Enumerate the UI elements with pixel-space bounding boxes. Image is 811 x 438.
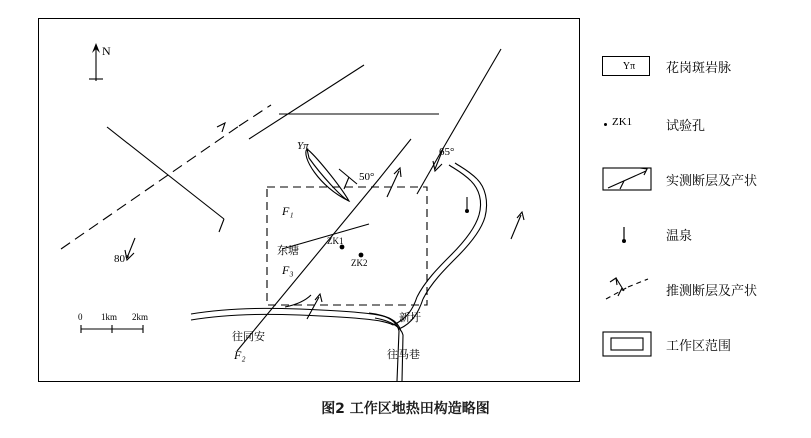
fault-nw-dashed <box>61 105 271 260</box>
place-label-wangtongan: 往同安 <box>232 330 265 343</box>
borehole-label-zk1: ZK1 <box>327 236 344 246</box>
legend-item-granite-porphyry <box>598 48 794 84</box>
scale-tick-1: 1km <box>101 312 118 322</box>
hot-spring-icon <box>598 217 660 251</box>
fault-65 <box>417 49 501 194</box>
granite-porphyry-icon-label: Yπ <box>622 60 636 72</box>
place-label-wangmaxiang: 往马巷 <box>387 348 420 361</box>
legend-label-inferred-fault: 推测断层及产状 <box>666 283 758 299</box>
borehole-markers <box>340 245 364 258</box>
fault-label-f3: F₃ <box>282 263 294 277</box>
legend-item-inferred-fault <box>598 271 794 307</box>
legend-item-borehole <box>598 106 794 142</box>
fault-label-f2: F₂ <box>234 348 246 362</box>
measured-fault-icon <box>598 162 660 196</box>
fault-ne-upper <box>249 65 439 139</box>
granite-porphyry-icon <box>598 49 660 83</box>
borehole-icon <box>598 107 660 141</box>
legend-label-measured-fault: 实测断层及产状 <box>666 173 758 189</box>
dip-label-65: 65° <box>439 146 455 158</box>
granite-porphyry-label: Yπ <box>297 140 309 152</box>
dip-label-50: 50° <box>359 171 375 183</box>
legend-label-borehole: 试验孔 <box>666 118 706 134</box>
borehole-icon-label: ZK1 <box>612 116 633 128</box>
dip-label-80: 80° <box>114 253 130 265</box>
fault-label-f1: F₁ <box>282 204 294 218</box>
map-panel <box>38 18 580 382</box>
fault-f1-f2 <box>237 139 411 351</box>
arrow-marker-c <box>511 212 524 239</box>
hot-spring-symbol <box>465 197 469 213</box>
inferred-fault-icon <box>598 272 660 306</box>
scale-tick-0: 0 <box>78 312 83 322</box>
figure-caption: 图2 工作区地热田构造略图 <box>321 401 490 417</box>
scale-tick-2: 2km <box>132 312 149 322</box>
legend-panel <box>598 18 794 380</box>
scale-bar <box>81 325 143 333</box>
north-arrow <box>89 43 103 81</box>
arrow-marker-a <box>387 168 401 197</box>
place-label-dongtang: 东塘 <box>277 244 299 257</box>
legend-label-granite-porphyry: 花岗斑岩脉 <box>666 60 732 76</box>
legend-item-measured-fault <box>598 161 794 197</box>
dip-symbol-50 <box>339 169 357 189</box>
work-area-icon <box>598 327 660 361</box>
legend-label-work-area: 工作区范围 <box>666 338 732 354</box>
north-label: N <box>102 44 111 58</box>
borehole-label-zk2: ZK2 <box>351 258 368 268</box>
legend-item-work-area <box>598 326 794 362</box>
legend-item-hot-spring <box>598 216 794 252</box>
granite-porphyry-dyke <box>306 149 349 201</box>
map-drawing <box>39 19 579 381</box>
place-label-xinya: 新圩 <box>399 311 421 324</box>
legend-label-hot-spring: 温泉 <box>666 228 693 244</box>
